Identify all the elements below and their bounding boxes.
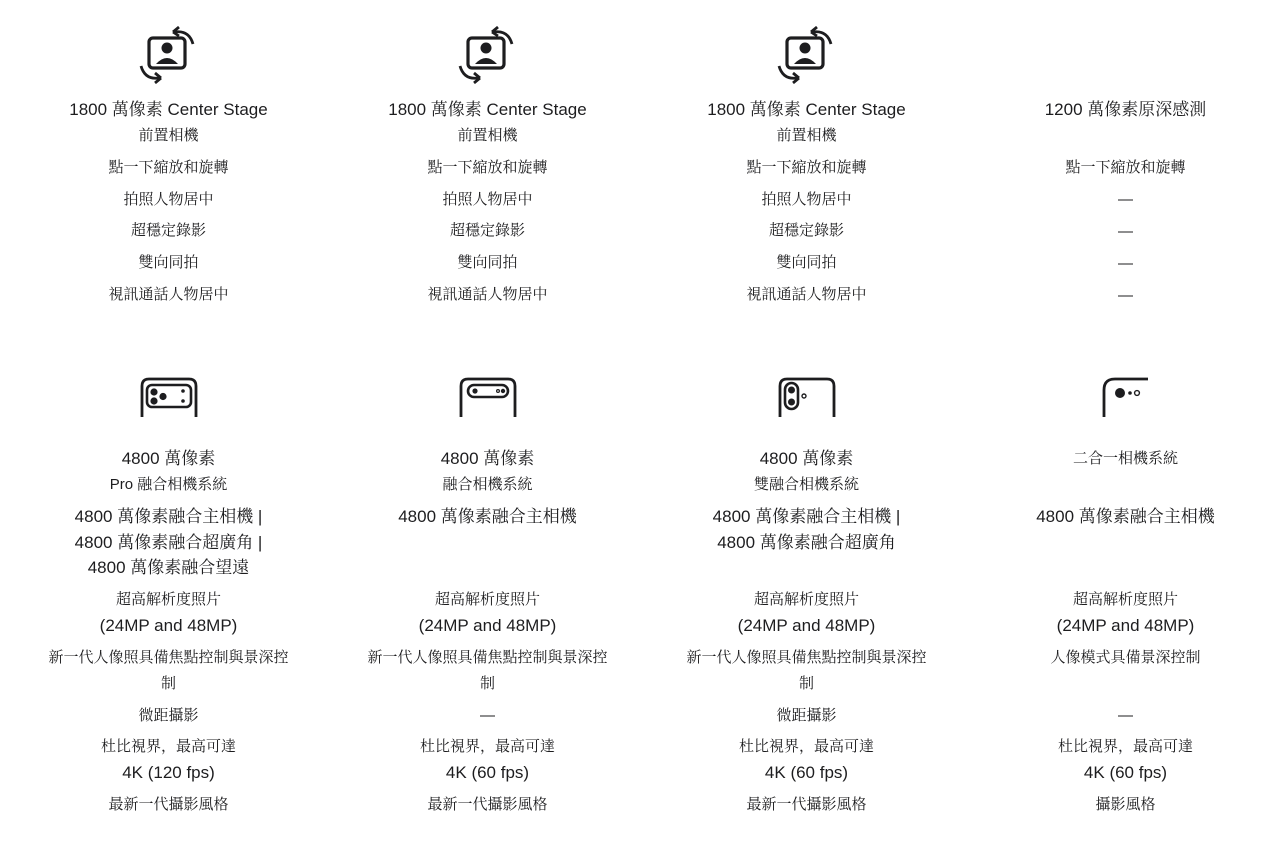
high-res-photo-detail: (24MP and 48MP) (99, 616, 238, 635)
dolby-vision-detail: 4K (60 fps) (445, 763, 530, 782)
portrait-feature: 新一代人像照具備焦點控制與景深控 (367, 649, 608, 666)
macro-feature: 微距攝影 (776, 707, 837, 724)
photographic-styles: 最新一代攝影風格 (427, 796, 548, 813)
lens-telephoto: 4800 萬像素融合望遠 (87, 558, 250, 577)
high-res-photo-label: 超高解析度照片 (753, 591, 859, 608)
portrait-feature-continued: 制 (160, 675, 176, 692)
front-camera-title: 1200 萬像素原深感測 (1044, 100, 1207, 119)
rear-camera-column-4 (966, 0, 1280, 848)
feature-stabilized-video: 超穩定錄影 (768, 222, 844, 239)
front-camera-subtitle: 前置相機 (457, 127, 518, 144)
triple-camera-icon (139, 376, 199, 423)
front-camera-subtitle: 前置相機 (776, 127, 837, 144)
lens-main: 4800 萬像素融合主相機 (398, 507, 577, 526)
lens-main: 4800 萬像素融合主相機 | (74, 507, 263, 526)
rear-camera-column-2 (328, 0, 647, 848)
macro-feature: 微距攝影 (138, 707, 199, 724)
feature-video-call-centering: 視訊通話人物居中 (108, 286, 229, 303)
camera-system-title: 4800 萬像素 (759, 449, 854, 468)
lens-ultra-wide: 4800 萬像素融合超廣角 | (74, 533, 263, 552)
feature-photo-centering: 拍照人物居中 (123, 191, 214, 208)
feature-video-call-centering: 視訊通話人物居中 (746, 286, 867, 303)
feature-photo-centering: 拍照人物居中 (442, 191, 533, 208)
feature-not-available: — (1118, 191, 1133, 208)
feature-stabilized-video: 超穩定錄影 (449, 222, 525, 239)
camera-system-title: 二合一相機系統 (1072, 450, 1178, 467)
front-camera-subtitle: 前置相機 (138, 127, 199, 144)
feature-stabilized-video: 超穩定錄影 (130, 222, 206, 239)
macro-feature: — (1118, 707, 1133, 724)
photographic-styles: 最新一代攝影風格 (108, 796, 229, 813)
portrait-feature: 新一代人像照具備焦點控制與景深控 (686, 649, 927, 666)
single-camera-icon (1101, 376, 1151, 423)
front-camera-title: 1800 萬像素 Center Stage (707, 100, 906, 119)
feature-not-available: — (1118, 223, 1133, 240)
feature-photo-centering: 拍照人物居中 (761, 191, 852, 208)
portrait-feature: 人像模式具備景深控制 (1050, 649, 1201, 666)
front-camera-title: 1800 萬像素 Center Stage (388, 100, 587, 119)
portrait-feature: 新一代人像照具備焦點控制與景深控 (48, 649, 289, 666)
feature-not-available: — (1118, 255, 1133, 272)
dolby-vision-label: 杜比視界，最高可達 (1057, 738, 1193, 755)
lens-ultra-wide: 4800 萬像素融合超廣角 (717, 533, 896, 552)
dolby-vision-label: 杜比視界，最高可達 (100, 738, 236, 755)
photographic-styles: 最新一代攝影風格 (746, 796, 867, 813)
dual-camera-icon (777, 376, 837, 423)
feature-dual-capture: 雙向同拍 (776, 254, 837, 271)
high-res-photo-label: 超高解析度照片 (115, 591, 221, 608)
dolby-vision-detail: 4K (120 fps) (122, 763, 215, 782)
feature-video-call-centering: 視訊通話人物居中 (427, 286, 548, 303)
portrait-feature-continued: 制 (479, 675, 495, 692)
photographic-styles: 攝影風格 (1095, 796, 1156, 813)
feature-zoom-rotate: 點一下縮放和旋轉 (108, 159, 229, 176)
high-res-photo-detail: (24MP and 48MP) (418, 616, 557, 635)
feature-not-available: — (1118, 287, 1133, 304)
dolby-vision-detail: 4K (60 fps) (1083, 763, 1168, 782)
feature-dual-capture: 雙向同拍 (138, 254, 199, 271)
dolby-vision-detail: 4K (60 fps) (764, 763, 849, 782)
macro-feature: — (480, 707, 495, 724)
feature-zoom-rotate: 點一下縮放和旋轉 (427, 159, 548, 176)
camera-system-title: 4800 萬像素 (440, 449, 535, 468)
camera-system-subtitle: Pro 融合相機系統 (109, 476, 228, 493)
lens-main: 4800 萬像素融合主相機 | (712, 507, 901, 526)
high-res-photo-label: 超高解析度照片 (434, 591, 540, 608)
feature-zoom-rotate: 點一下縮放和旋轉 (746, 159, 867, 176)
high-res-photo-label: 超高解析度照片 (1072, 591, 1178, 608)
feature-zoom-rotate: 點一下縮放和旋轉 (1065, 159, 1186, 176)
portrait-feature-continued: 制 (798, 675, 814, 692)
rear-camera-column-3 (647, 0, 966, 848)
rear-camera-column-1 (9, 0, 328, 848)
camera-system-subtitle: 融合相機系統 (442, 476, 533, 493)
feature-dual-capture: 雙向同拍 (457, 254, 518, 271)
camera-system-subtitle: 雙融合相機系統 (753, 476, 859, 493)
lens-main: 4800 萬像素融合主相機 (1036, 507, 1215, 526)
horizontal-camera-bar-icon (458, 376, 518, 423)
camera-system-title: 4800 萬像素 (121, 449, 216, 468)
dolby-vision-label: 杜比視界，最高可達 (419, 738, 555, 755)
high-res-photo-detail: (24MP and 48MP) (1056, 616, 1195, 635)
dolby-vision-label: 杜比視界，最高可達 (738, 738, 874, 755)
front-camera-title: 1800 萬像素 Center Stage (69, 100, 268, 119)
high-res-photo-detail: (24MP and 48MP) (737, 616, 876, 635)
